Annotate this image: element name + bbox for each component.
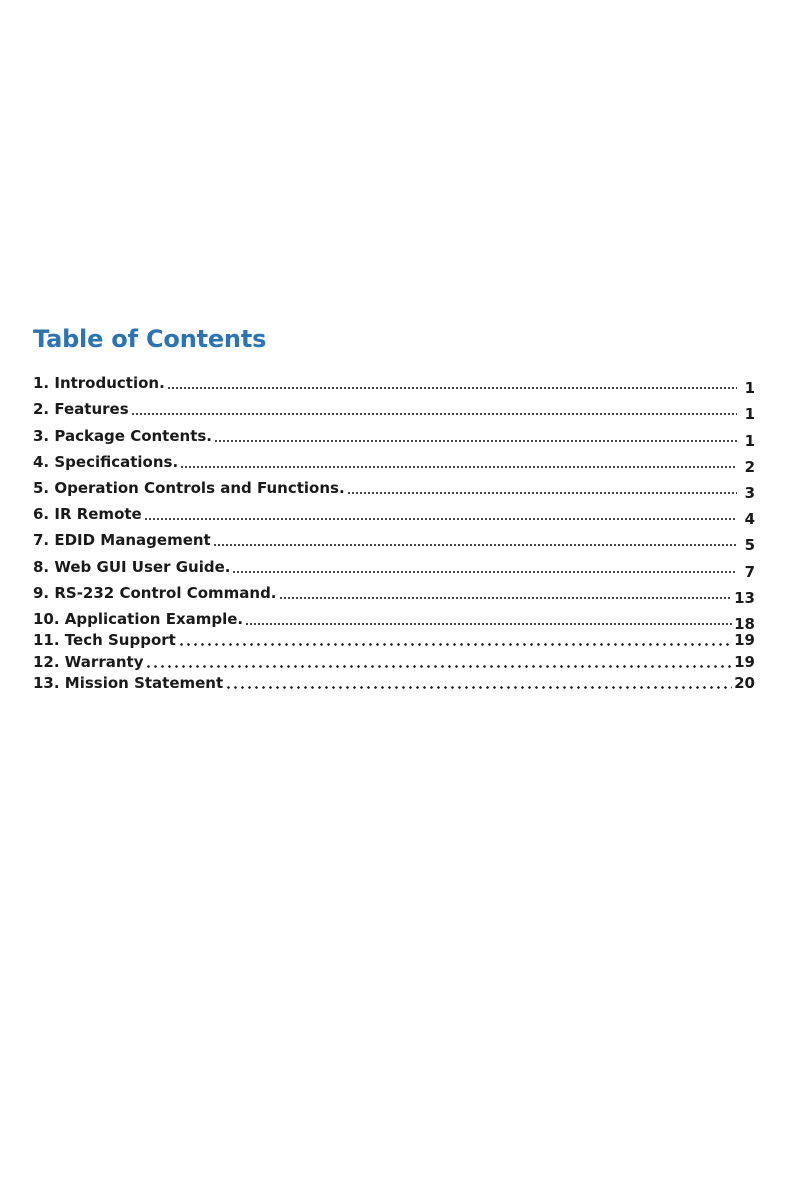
toc-title: Table of Contents <box>33 325 267 353</box>
toc-entry-label: 2. Features <box>33 400 129 419</box>
toc-entry-label: 10. Application Example. <box>33 609 244 628</box>
toc-entry-operation-controls[interactable] <box>33 471 755 502</box>
toc-entry-warranty[interactable] <box>33 649 755 671</box>
toc-entry-label: 8. Web GUI User Guide. <box>33 557 231 576</box>
toc-entry-label: 6. IR Remote <box>33 505 142 524</box>
dot-leader <box>180 466 737 468</box>
toc-entry-page: 2 <box>744 457 755 476</box>
toc-entry-label: 4. Specifications. <box>33 452 179 471</box>
dot-leader <box>144 518 737 520</box>
dot-leader <box>232 571 737 573</box>
dot-leader <box>167 387 737 389</box>
toc-entry-page: 5 <box>744 536 755 555</box>
dot-leader <box>347 492 737 494</box>
toc-entry-web-gui-user-guide[interactable] <box>33 549 755 581</box>
dot-leader <box>213 544 737 546</box>
toc-entry-page: 4 <box>744 510 755 529</box>
toc-entry-label: 5. Operation Controls and Functions. <box>33 478 345 497</box>
toc-entry-page: 13 <box>734 588 755 607</box>
toc-entry-specifications[interactable] <box>33 445 755 476</box>
toc-entry-features[interactable] <box>33 392 755 424</box>
dot-leader <box>131 413 737 415</box>
toc-entry-label: 1. Introduction. <box>33 374 165 393</box>
dot-leader <box>245 623 732 625</box>
toc-entry-label: 13. Mission Statement <box>33 674 224 693</box>
toc-entry-tech-support[interactable] <box>33 628 755 650</box>
toc-entry-page: 1 <box>744 405 755 424</box>
toc-entry-page: 7 <box>744 562 755 581</box>
toc-entry-label: 7. EDID Management <box>33 531 211 550</box>
toc-entry-label: 9. RS-232 Control Command. <box>33 583 277 602</box>
toc-entry-page: 3 <box>744 483 755 502</box>
toc-entry-page: 19 <box>734 631 755 650</box>
toc-entry-introduction[interactable] <box>33 366 755 398</box>
toc-entry-ir-remote[interactable] <box>33 497 755 529</box>
toc-entry-page: 1 <box>744 379 755 398</box>
toc-entry-page: 19 <box>734 652 755 671</box>
toc-entry-edid-management[interactable] <box>33 523 755 555</box>
toc-entry-package-contents[interactable] <box>33 418 755 450</box>
toc-entry-rs232-control-command[interactable] <box>33 576 755 607</box>
toc-entry-label: 11. Tech Support <box>33 631 176 650</box>
dot-leader <box>178 643 732 646</box>
toc-entry-label: 12. Warranty <box>33 652 144 671</box>
dot-leader <box>214 440 737 442</box>
toc-entry-label: 3. Package Contents. <box>33 426 213 445</box>
toc-entry-mission-statement[interactable] <box>33 671 755 693</box>
dot-leader <box>145 665 732 668</box>
toc-entry-page: 20 <box>734 674 755 693</box>
toc-entry-page: 18 <box>734 614 755 633</box>
table-of-contents <box>33 324 755 692</box>
dot-leader <box>225 686 732 689</box>
toc-entry-application-example[interactable] <box>33 602 755 633</box>
toc-entry-page: 1 <box>744 431 755 450</box>
toc-list <box>33 366 755 692</box>
dot-leader <box>279 597 733 599</box>
